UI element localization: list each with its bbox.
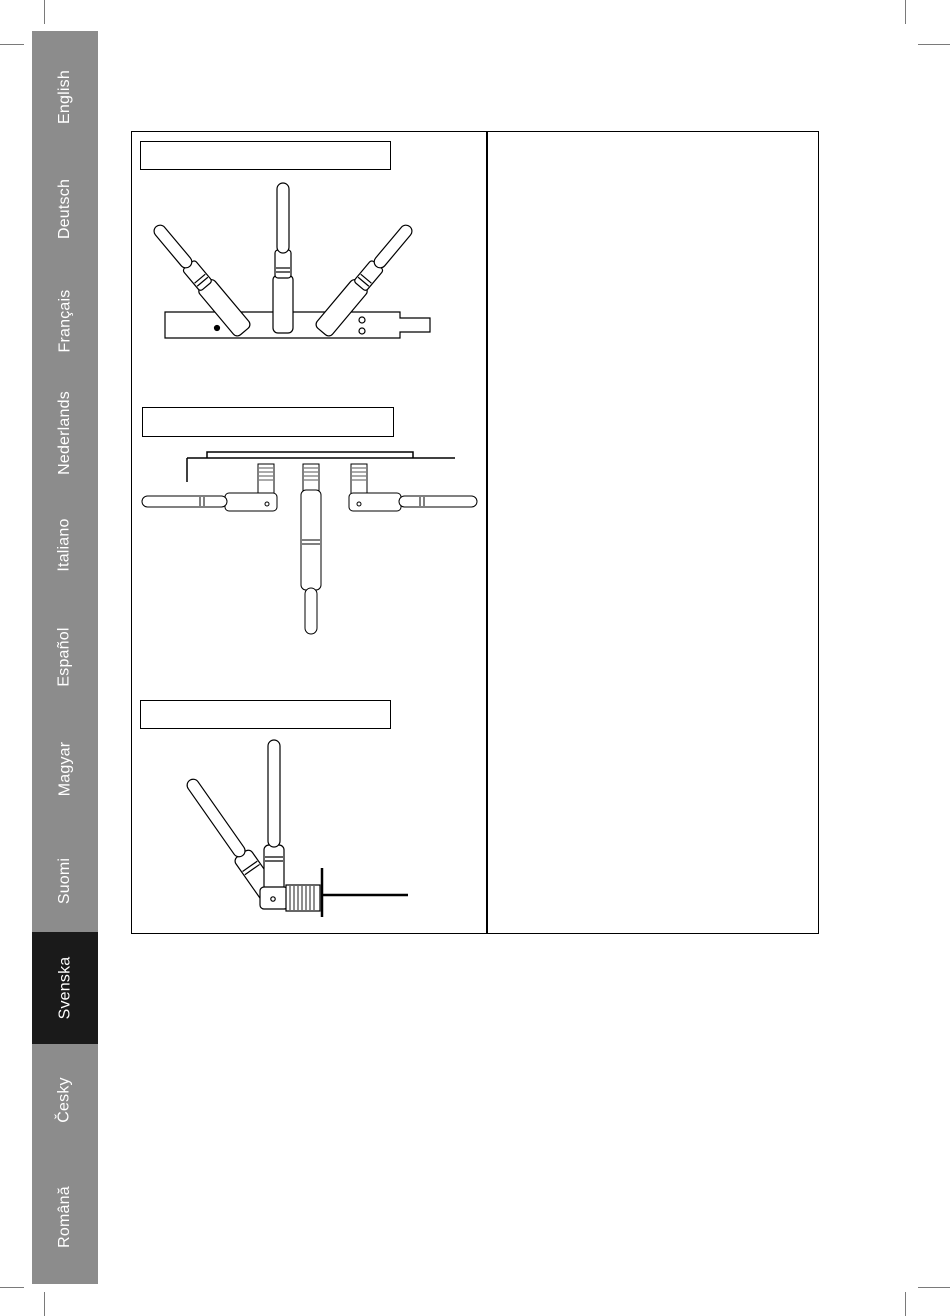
- crop-mark: [918, 44, 950, 45]
- figure-2-antenna-orientations: [140, 448, 480, 640]
- figure-1-antennas-on-card: [135, 175, 440, 345]
- figure-3-label: [140, 700, 391, 729]
- column-divider: [486, 131, 488, 934]
- tab-italiano[interactable]: [32, 489, 98, 601]
- crop-mark: [0, 44, 24, 45]
- crop-mark: [905, 0, 906, 24]
- crop-mark: [44, 0, 45, 24]
- tab-label: Svenska: [56, 956, 73, 1020]
- tab-nederlands[interactable]: [32, 377, 98, 489]
- tab-label: Français: [55, 289, 73, 353]
- tab-cesky[interactable]: [32, 1044, 98, 1156]
- tab-english[interactable]: [32, 41, 98, 153]
- crop-mark: [44, 1292, 45, 1316]
- tab-francais[interactable]: [32, 265, 98, 377]
- tab-magyar[interactable]: [32, 713, 98, 825]
- tab-suomi[interactable]: [32, 825, 98, 937]
- crop-mark: [918, 1287, 950, 1288]
- tab-label: Česky: [55, 1077, 73, 1123]
- crop-mark: [905, 1292, 906, 1316]
- language-sidebar: [32, 31, 98, 1284]
- crop-mark: [0, 1287, 24, 1288]
- tab-label: Deutsch: [55, 178, 73, 240]
- tab-svenska[interactable]: [32, 932, 98, 1044]
- tab-deutsch[interactable]: [32, 153, 98, 265]
- tab-label: Suomi: [55, 857, 73, 905]
- tab-romana[interactable]: [32, 1161, 98, 1273]
- tab-label: Nederlands: [56, 391, 74, 475]
- tab-label: Español: [55, 627, 73, 687]
- figure-1-label: [140, 141, 391, 170]
- tab-label: Română: [56, 1186, 73, 1248]
- figure-2-label: [142, 407, 394, 437]
- tab-label: Magyar: [56, 741, 73, 797]
- figure-3-antenna-hinge: [140, 735, 415, 920]
- tab-label: Italiano: [55, 518, 73, 572]
- tab-label: English: [55, 70, 73, 124]
- tab-espanol[interactable]: [32, 601, 98, 713]
